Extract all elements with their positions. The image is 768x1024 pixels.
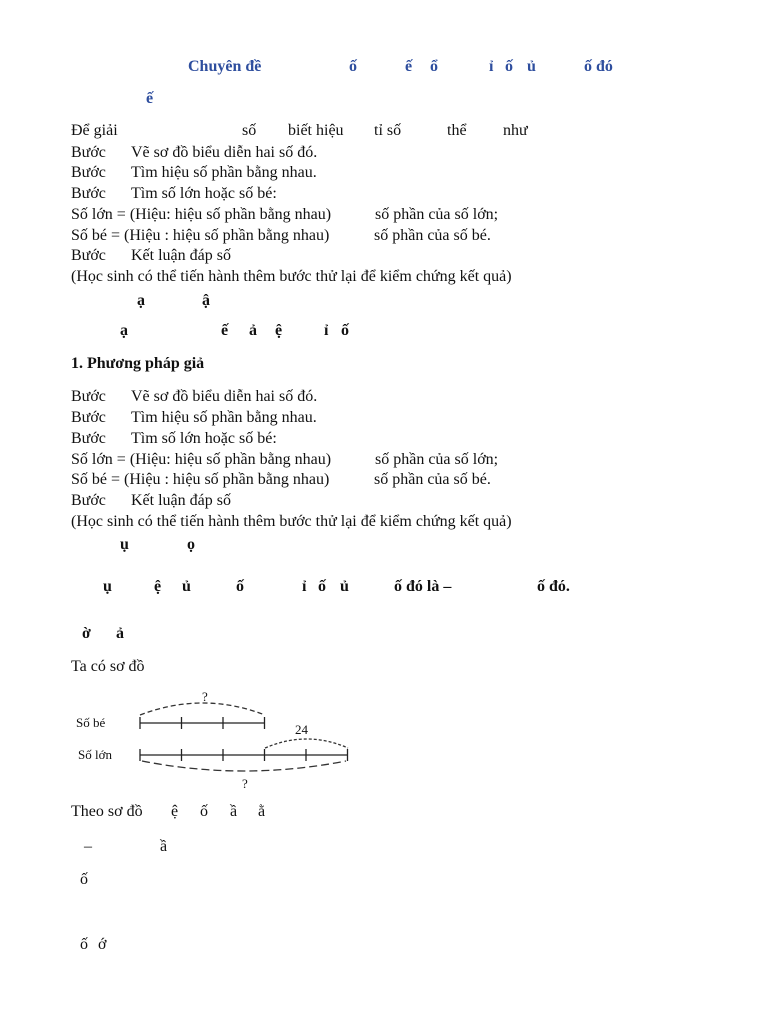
text-fragment: ậ — [202, 292, 210, 309]
formula-left: Số lớn = (Hiệu: hiệu số phần bằng nhau) — [71, 451, 332, 468]
formula-right: số phần của số lớn; — [375, 451, 499, 468]
step-label: Bước — [71, 388, 106, 405]
formula-right: số phần của số lớn; — [375, 206, 499, 223]
big-number-bar — [140, 749, 348, 761]
text-fragment: ệ — [171, 803, 179, 820]
formula-left: Số bé = (Hiệu : hiệu số phần bằng nhau) — [71, 227, 330, 244]
step-label: Bước — [71, 409, 106, 426]
text-fragment: ố đó. — [537, 578, 570, 595]
step-text: Tìm số lớn hoặc số bé: — [131, 430, 277, 447]
brace-bottom — [142, 761, 346, 771]
formula-big — [71, 205, 499, 225]
step-text: Tìm hiệu số phần bằng nhau. — [131, 164, 317, 181]
text-fragment: ố — [80, 871, 88, 888]
step-text: Vẽ sơ đồ biểu diễn hai số đó. — [131, 144, 318, 161]
section-heading: 1. Phương pháp giả — [71, 355, 205, 372]
step-label: Bước — [71, 164, 106, 181]
brace-diff — [265, 739, 348, 748]
intro-text: số — [242, 122, 257, 139]
text-fragment: ầ — [230, 803, 238, 820]
text-fragment: ạ — [120, 322, 128, 339]
formula-right: số phần của số bé. — [374, 471, 491, 488]
step-label: Bước — [71, 430, 106, 447]
step-note: (Học sinh có thể tiến hành thêm bước thử lại để kiểm chứng kết quả) — [71, 513, 512, 530]
formula-big — [71, 450, 499, 470]
step-text: Kết luận đáp số — [131, 247, 231, 264]
intro-text: Để giải — [71, 122, 118, 139]
step-3 — [71, 184, 277, 204]
intro-text: thể — [447, 122, 467, 139]
title-fragment-line2: ế — [146, 90, 154, 107]
text-fragment: ọ — [187, 536, 195, 553]
title-fragment: ế — [405, 58, 413, 75]
text-fragment: ệ — [275, 322, 283, 339]
step-1 — [71, 143, 317, 163]
step-text: Tìm số lớn hoặc số bé: — [131, 185, 277, 202]
title-chuyen-de: Chuyên đề — [188, 58, 262, 75]
text-fragment: ố — [200, 803, 208, 820]
step-2 — [71, 163, 317, 183]
intro-text: tỉ số — [374, 122, 402, 139]
formula-left: Số bé = (Hiệu : hiệu số phần bằng nhau) — [71, 471, 330, 488]
text-fragment: ỉ — [302, 578, 307, 595]
text-fragment: – — [84, 838, 92, 855]
step-3 — [71, 429, 277, 449]
diagram-question-bottom: ? — [242, 776, 248, 791]
text-fragment: ờ — [82, 625, 91, 642]
text-fragment: ế — [221, 322, 229, 339]
text-fragment: ụ — [103, 578, 112, 595]
brace-top — [140, 703, 265, 715]
formula-left: Số lớn = (Hiệu: hiệu số phần bằng nhau) — [71, 206, 332, 223]
title-fragment: ỉ — [489, 58, 494, 75]
formula-small — [71, 470, 491, 490]
step-4 — [71, 491, 231, 511]
theo-so-do: Theo sơ đồ — [71, 803, 143, 820]
text-fragment: ả — [249, 322, 257, 339]
text-fragment: ằ — [258, 803, 266, 820]
diagram-label-small: Số bé — [76, 715, 106, 730]
text-fragment: ụ — [120, 536, 129, 553]
step-label: Bước — [71, 492, 106, 509]
diagram-question-top: ? — [202, 689, 208, 704]
text-fragment: ố — [318, 578, 326, 595]
text-fragment: ố — [236, 578, 244, 595]
title-fragment: ố — [505, 58, 513, 75]
diagram-label-big: Số lớn — [78, 747, 112, 762]
intro-text: biết hiệu — [288, 122, 344, 139]
step-label: Bước — [71, 144, 106, 161]
step-text: Tìm hiệu số phần bằng nhau. — [131, 409, 317, 426]
step-text: Vẽ sơ đồ biểu diễn hai số đó. — [131, 388, 318, 405]
segment-diagram — [70, 685, 370, 795]
step-2 — [71, 408, 317, 428]
title-fragment: ố đó — [584, 58, 613, 75]
step-1 — [71, 387, 317, 407]
small-number-bar — [140, 717, 265, 729]
text-fragment: ớ — [98, 936, 107, 953]
step-text: Kết luận đáp số — [131, 492, 231, 509]
text-fragment: ầ — [160, 838, 168, 855]
step-4 — [71, 246, 231, 266]
title-fragment: ủ — [527, 58, 536, 75]
formula-right: số phần của số bé. — [374, 227, 491, 244]
title-fragment: ổ — [430, 58, 438, 75]
intro-text: như — [503, 122, 528, 139]
text-fragment: ố — [80, 936, 88, 953]
diagram-difference-label: 24 — [295, 722, 308, 737]
step-note: (Học sinh có thể tiến hành thêm bước thử lại để kiểm chứng kết quả) — [71, 268, 512, 285]
step-label: Bước — [71, 185, 106, 202]
text-fragment: ả — [116, 625, 124, 642]
text-fragment: ủ — [340, 578, 349, 595]
formula-small — [71, 226, 491, 246]
step-label: Bước — [71, 247, 106, 264]
text-fragment: ệ — [154, 578, 162, 595]
title-fragment: ố — [349, 58, 357, 75]
text-fragment: ố đó là – — [394, 578, 452, 595]
text-fragment: ố — [341, 322, 349, 339]
text-fragment: ạ — [137, 292, 145, 309]
text-fragment: ủ — [182, 578, 191, 595]
ta-co-so-do: Ta có sơ đồ — [71, 658, 145, 675]
text-fragment: ỉ — [324, 322, 329, 339]
